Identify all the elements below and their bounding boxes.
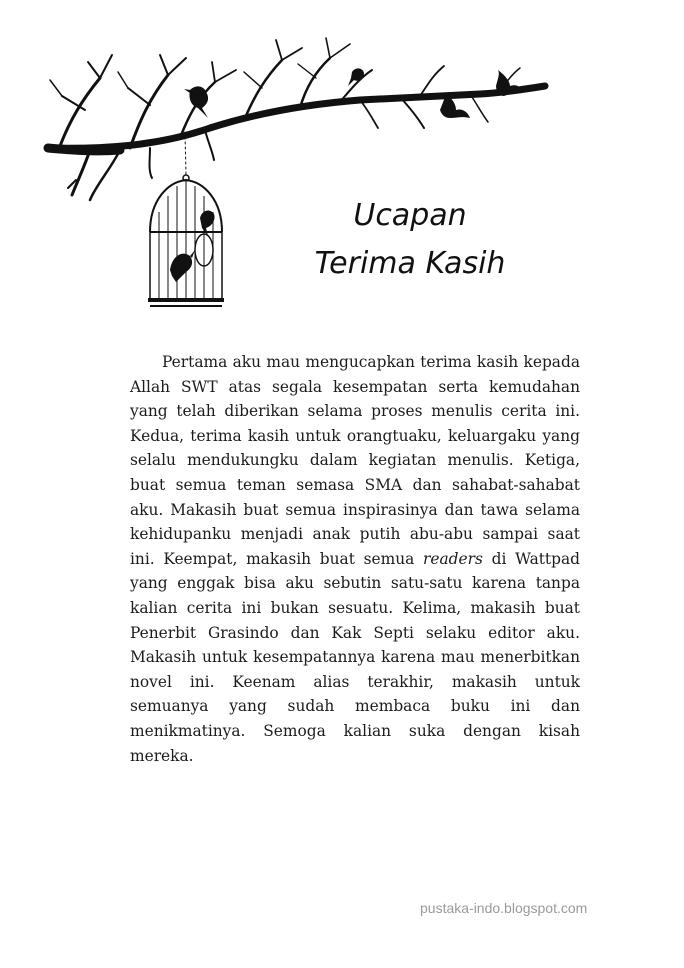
perched-bird [184, 86, 208, 118]
acknowledgement-paragraph [130, 350, 580, 768]
watermark-url: pustaka-indo.blogspot.com [420, 900, 588, 916]
flying-bird-2 [496, 70, 524, 96]
paragraph-emphasis: readers [423, 549, 483, 568]
birdcage [148, 175, 224, 306]
paragraph-text-part-2: di Wattpad yang enggak bisa aku sebutin satu-satu karena tanpa kalian cerita ini bukan sesuatu. Kelima, makasih buat Penerbit Grasindo dan Kak Septi selaku editor aku. Makasih untuk kesempatannya karena mau menerbitkan novel ini. Keenam alias terakhir, makasih untuk semuanya yang sudah membaca buku ini dan menikmatinya. Semoga kalian suka dengan kisah mereka. [130, 549, 580, 765]
page-title [290, 192, 530, 288]
title-line-2: Terima Kasih [314, 246, 506, 281]
title-line-1: Ucapan [353, 198, 467, 233]
paragraph-text-part-1: Pertama aku mau mengucapkan terima kasih kepada Allah SWT atas segala kesempatan serta kemudahan yang telah diberikan selama proses menulis cerita ini. Kedua, terima kasih untuk orangtuaku, keluargaku yang selalu mendukungku dalam kegiatan menulis. Ketiga, buat semua teman semasa SMA dan sahabat-sahabat aku. Makasih buat semua inspirasinya dan tawa selama kehidupanku menjadi anak putih abu-abu sampai saat ini. Keempat, makasih buat semua [130, 353, 580, 568]
tree-branch [48, 38, 545, 200]
